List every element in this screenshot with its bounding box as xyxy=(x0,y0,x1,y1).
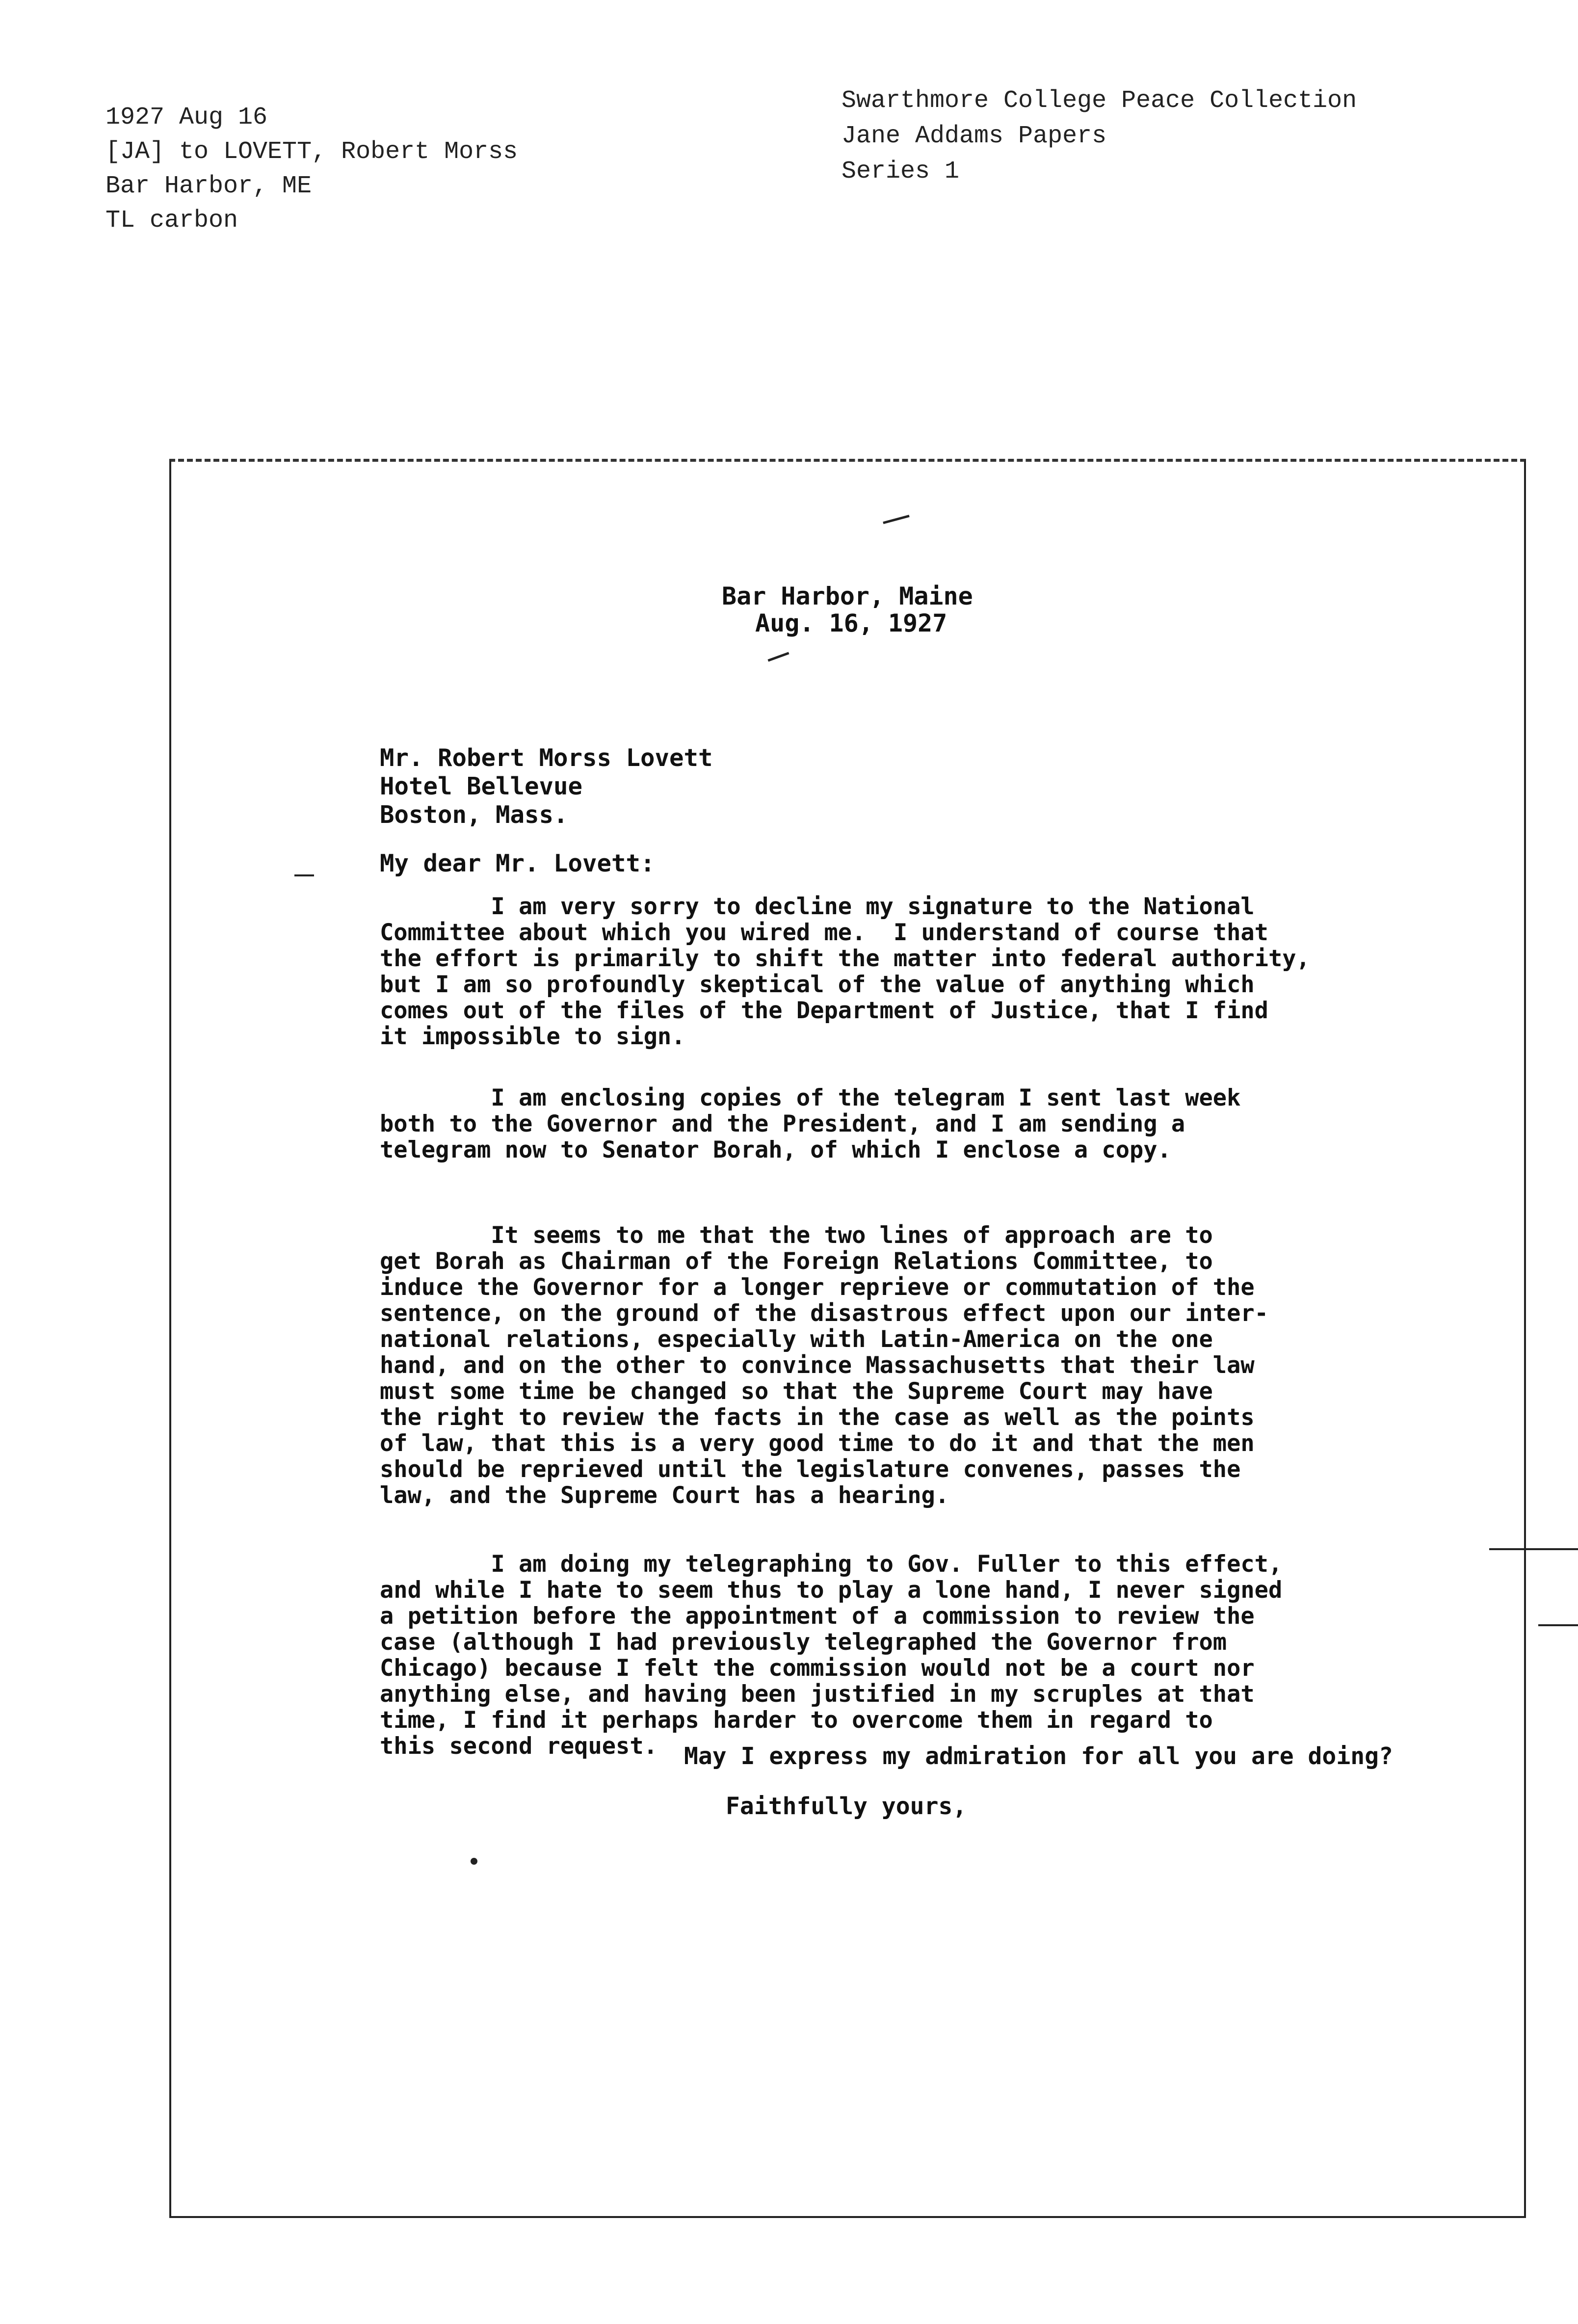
paragraph-line: but I am so profoundly skeptical of the value of anything which xyxy=(380,971,1255,998)
paragraph-line: telegram now to Senator Borah, of which I enclose a copy. xyxy=(380,1136,1171,1163)
paragraph-line: the right to review the facts in the case as well as the points xyxy=(380,1404,1255,1431)
paragraph-line: this second request. xyxy=(380,1733,658,1760)
paragraph-line: I am doing my telegraphing to Gov. Fuller to this effect, xyxy=(380,1551,1283,1578)
series-name: Series 1 xyxy=(842,158,960,185)
paragraph-line: get Borah as Chairman of the Foreign Relations Committee, to xyxy=(380,1248,1213,1275)
paragraph-line: case (although I had previously telegraphed the Governor from xyxy=(380,1629,1227,1656)
valediction: Faithfully yours, xyxy=(726,1793,967,1820)
letter-date: Aug. 16, 1927 xyxy=(755,609,947,637)
paragraph-line: the effort is primarily to shift the matter into federal authority, xyxy=(380,945,1310,972)
paragraph-line: and while I hate to seem thus to play a lone hand, I never signed xyxy=(380,1577,1283,1604)
catalog-left xyxy=(105,101,518,238)
paragraph-3 xyxy=(380,1222,1494,1508)
margin-mark xyxy=(294,874,314,876)
collection-name: Swarthmore College Peace Collection xyxy=(842,87,1357,115)
paragraph-line: should be reprieved until the legislature convenes, passes the xyxy=(380,1456,1241,1483)
paragraph-line: induce the Governor for a longer reprieve or commutation of the xyxy=(380,1274,1255,1301)
paragraph-line: law, and the Supreme Court has a hearing. xyxy=(380,1482,949,1509)
papers-name: Jane Addams Papers xyxy=(842,122,1107,150)
paragraph-line: I am very sorry to decline my signature to the National xyxy=(380,893,1255,920)
paragraph-line: comes out of the files of the Department of Justice, that I find xyxy=(380,997,1268,1024)
paragraph-line: sentence, on the ground of the disastrous effect upon our inter- xyxy=(380,1300,1268,1327)
recipient-address xyxy=(380,744,713,829)
catalog-correspondents: [JA] to LOVETT, Robert Morss xyxy=(105,138,518,166)
stray-mark xyxy=(768,652,789,661)
address-line: Hotel Bellevue xyxy=(380,772,583,800)
paragraph-line: time, I find it perhaps harder to overcome them in regard to xyxy=(380,1707,1213,1734)
paragraph-line: national relations, especially with Latin-America on the one xyxy=(380,1326,1213,1353)
letter-body xyxy=(171,462,1524,2216)
paragraph-2 xyxy=(380,1085,1494,1163)
stray-mark xyxy=(471,1858,477,1865)
paragraph-1 xyxy=(380,894,1494,1050)
catalog-right xyxy=(842,83,1357,189)
catalog-format: TL carbon xyxy=(105,207,238,235)
paragraph-line: of law, that this is a very good time to do it and that the men xyxy=(380,1430,1255,1457)
paragraph-line: Committee about which you wired me. I understand of course that xyxy=(380,919,1268,946)
letter-place: Bar Harbor, Maine xyxy=(722,582,973,610)
catalog-place: Bar Harbor, ME xyxy=(105,172,312,200)
catalog-date: 1927 Aug 16 xyxy=(105,104,268,132)
paragraph-line: Chicago) because I felt the commission would not be a court nor xyxy=(380,1655,1255,1682)
address-line: Mr. Robert Morss Lovett xyxy=(380,744,713,772)
paragraph-line: It seems to me that the two lines of approach are to xyxy=(380,1222,1213,1249)
address-line: Boston, Mass. xyxy=(380,801,568,829)
paragraph-line: I am enclosing copies of the telegram I sent last week xyxy=(380,1084,1241,1111)
margin-mark xyxy=(1489,1548,1578,1550)
letter-sheet xyxy=(169,459,1526,2218)
paragraph-line: anything else, and having been justified in my scruples at that xyxy=(380,1681,1255,1708)
closing-question: May I express my admiration for all you are doing? xyxy=(684,1743,1393,1770)
stray-mark xyxy=(883,515,909,524)
paragraph-line: must some time be changed so that the Supreme Court may have xyxy=(380,1378,1213,1405)
paragraph-line: it impossible to sign. xyxy=(380,1023,685,1050)
paragraph-line: both to the Governor and the President, and I am sending a xyxy=(380,1110,1185,1137)
paragraph-line: a petition before the appointment of a commission to review the xyxy=(380,1603,1255,1630)
salutation: My dear Mr. Lovett: xyxy=(380,849,655,877)
paragraph-4 xyxy=(380,1551,1494,1759)
margin-mark xyxy=(1538,1624,1578,1626)
paragraph-line: hand, and on the other to convince Massachusetts that their law xyxy=(380,1352,1255,1379)
